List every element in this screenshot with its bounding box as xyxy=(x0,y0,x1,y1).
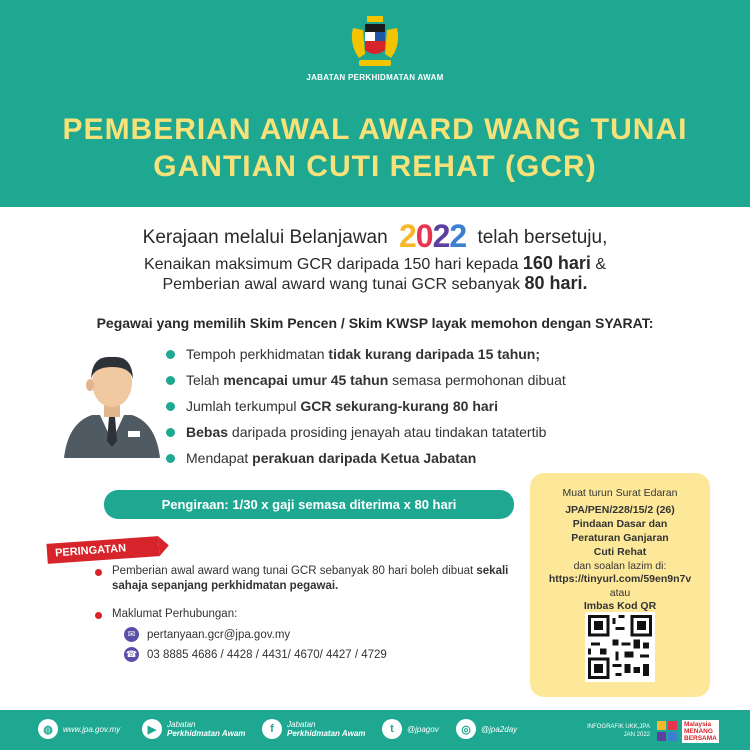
contact-email-row[interactable] xyxy=(124,627,290,642)
footer-instagram[interactable]: ◎ @jpa2day xyxy=(456,719,517,739)
list-item: Mendapat perakuan daripada Ketua Jabatan xyxy=(166,448,726,474)
instagram-icon: ◎ xyxy=(456,719,476,739)
intro-line2: Kenaikan maksimum GCR daripada 150 hari kepada 160 hari & xyxy=(143,253,607,273)
list-item: Tempoh perkhidmatan tidak kurang daripada 15 tahun; xyxy=(166,344,726,370)
intro-line1-post: telah bersetuju, xyxy=(477,227,608,248)
page-title-line2: GANTIAN CUTI REHAT (GCR) xyxy=(153,150,597,183)
globe-icon: ◍ xyxy=(38,719,58,739)
calculation-bar: Pengiraan: 1/30 x gaji semasa diterima x 80 hari xyxy=(104,490,514,519)
agency-name: JABATAN PERKHIDMATAN AWAM xyxy=(306,73,444,82)
qr-code[interactable] xyxy=(585,612,655,682)
doc-title-3: Cuti Rehat xyxy=(593,546,647,558)
intro-line3: Pemberian awal award wang tunai GCR sebanyak 80 hari. xyxy=(162,273,588,293)
email-icon: ✉ xyxy=(124,627,139,642)
download-intro: Muat turun Surat Edaran xyxy=(562,487,678,499)
warning-text: Pemberian awal award wang tunai GCR sebanyak 80 hari boleh dibuat sekali sahaja sepanjang perkhidmatan pegawai. xyxy=(112,565,509,592)
circular-ref: JPA/PEN/228/15/2 (26) xyxy=(565,504,675,516)
doc-title-2: Peraturan Ganjaran xyxy=(571,532,669,544)
footer-youtube[interactable]: ▶ Jabatan Perkhidmatan Awam xyxy=(142,719,245,739)
facebook-icon: f xyxy=(262,719,282,739)
avatar-officer xyxy=(62,345,162,458)
contact-bullet xyxy=(95,612,102,619)
list-item: Telah mencapai umur 45 tahun semasa permohonan dibuat xyxy=(166,370,726,396)
list-item: Jumlah terkumpul GCR sekurang-kurang 80 hari xyxy=(166,396,726,422)
or-label: atau xyxy=(609,587,631,599)
campaign-logo: Malaysia MENANG BERSAMA xyxy=(656,716,744,746)
contact-email[interactable]: pertanyaan.gcr@jpa.gov.my xyxy=(147,628,291,641)
footer-credit: INFOGRAFIK UKK,JPA JAN 2022 xyxy=(587,724,650,738)
doc-title-1: Pindaan Dasar dan xyxy=(572,518,668,530)
list-item: Bebas daripada prosiding jenayah atau tindakan tatatertib xyxy=(166,422,726,448)
contact-label: Maklumat Perhubungan: xyxy=(112,608,238,620)
phone-icon: ☎ xyxy=(124,647,139,662)
campaign-logo-icon xyxy=(656,720,678,742)
contact-phone-row xyxy=(124,647,387,662)
header-banner xyxy=(0,0,750,207)
scan-label: Imbas Kod QR xyxy=(583,600,657,612)
requirements-heading: Pegawai yang memilih Skim Pencen / Skim KWSP layak memohon dengan SYARAT: xyxy=(96,315,654,331)
footer-facebook[interactable]: f Jabatan Perkhidmatan Awam xyxy=(262,719,365,739)
crest-icon xyxy=(345,14,405,70)
download-link[interactable]: https://tinyurl.com/59en9n7v xyxy=(548,573,692,585)
footer-twitter[interactable]: t @jpagov xyxy=(382,719,439,739)
youtube-icon: ▶ xyxy=(142,719,162,739)
contact-phone: 03 8885 4686 / 4428 / 4431/ 4670/ 4427 / 4729 xyxy=(147,648,387,661)
warning-bullet xyxy=(95,569,102,576)
intro-line1 xyxy=(0,218,750,255)
footer-website[interactable]: ◍ www.jpa.gov.my xyxy=(38,719,120,739)
page-title-line1: PEMBERIAN AWAL AWARD WANG TUNAI xyxy=(62,113,688,146)
faq-label: dan soalan lazim di: xyxy=(573,560,667,572)
twitter-icon: t xyxy=(382,719,402,739)
footer-bar xyxy=(0,710,750,750)
budget-year: 2022 xyxy=(398,218,467,254)
intro-line1-pre: Kerajaan melalui Belanjawan xyxy=(142,227,388,248)
requirements-list xyxy=(166,344,726,474)
warning-tag: PERINGATAN xyxy=(46,536,159,564)
